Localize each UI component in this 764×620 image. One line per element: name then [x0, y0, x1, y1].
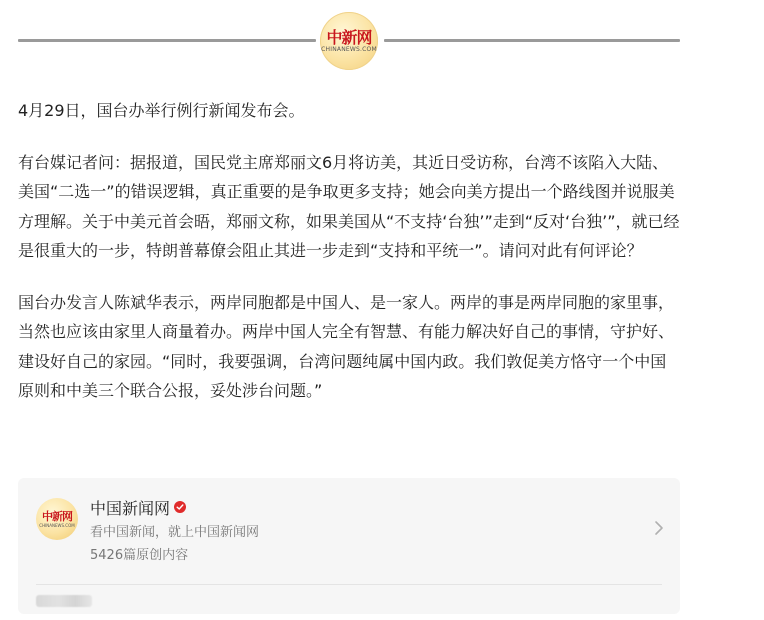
chinanews-logo — [320, 12, 378, 70]
account-card[interactable] — [18, 478, 680, 614]
chevron-right-icon[interactable] — [652, 520, 666, 536]
article-body — [18, 96, 682, 428]
account-description: 看中国新闻，就上中国新闻网 — [90, 525, 260, 540]
account-avatar[interactable] — [36, 498, 78, 540]
account-name[interactable]: 中国新闻网 — [90, 499, 171, 518]
verified-badge-icon — [174, 501, 186, 513]
account-original-count: 5426篇原创内容 — [90, 548, 189, 563]
logo-chinese-text: 中新网 — [326, 28, 372, 47]
header-divider-left — [18, 39, 316, 42]
article-paragraph-answer: 国台办发言人陈斌华表示，两岸同胞都是中国人、是一家人。两岸的事是两岸同胞的家里事，当然也应该由家里人商量着办。两岸中国人完全有智慧、有能力解决好自己的事情，守护好、建设好自己的家园。“同时，我要强调，台湾问题纯属中国内政。我们敦促美方恪守一个中国原则和中美三个联合公报，妥处涉台问题。” — [18, 292, 675, 400]
article-paragraph-date: 4月29日，国台办举行例行新闻发布会。 — [18, 101, 305, 120]
avatar-logo-english-text: CHINANEWS.COM — [39, 523, 75, 528]
avatar-logo-chinese-text: 中新网 — [42, 510, 72, 523]
article-paragraph-question: 有台媒记者问：据报道，国民党主席郑丽文6月将访美，其近日受访称，台湾不该陷入大陆、美国“二选一”的错误逻辑，真正重要的是争取更多支持；她会向美方提出一个路线图并说服美方理解。关于中美元首会晤，郑丽文称，如果美国从“不支持‘台独’”走到“反对‘台独’”，就已经是很重大的一步，特朗普幕僚会阻止其进一步走到“支持和平统一”。请问对此有何评论？ — [18, 152, 680, 260]
logo-english-text: CHINANEWS.COM — [321, 46, 377, 53]
article-header — [18, 10, 680, 70]
account-name-row[interactable] — [90, 496, 186, 519]
card-divider — [36, 584, 662, 585]
blurred-footer-text — [36, 595, 92, 607]
header-divider-right — [384, 39, 680, 42]
